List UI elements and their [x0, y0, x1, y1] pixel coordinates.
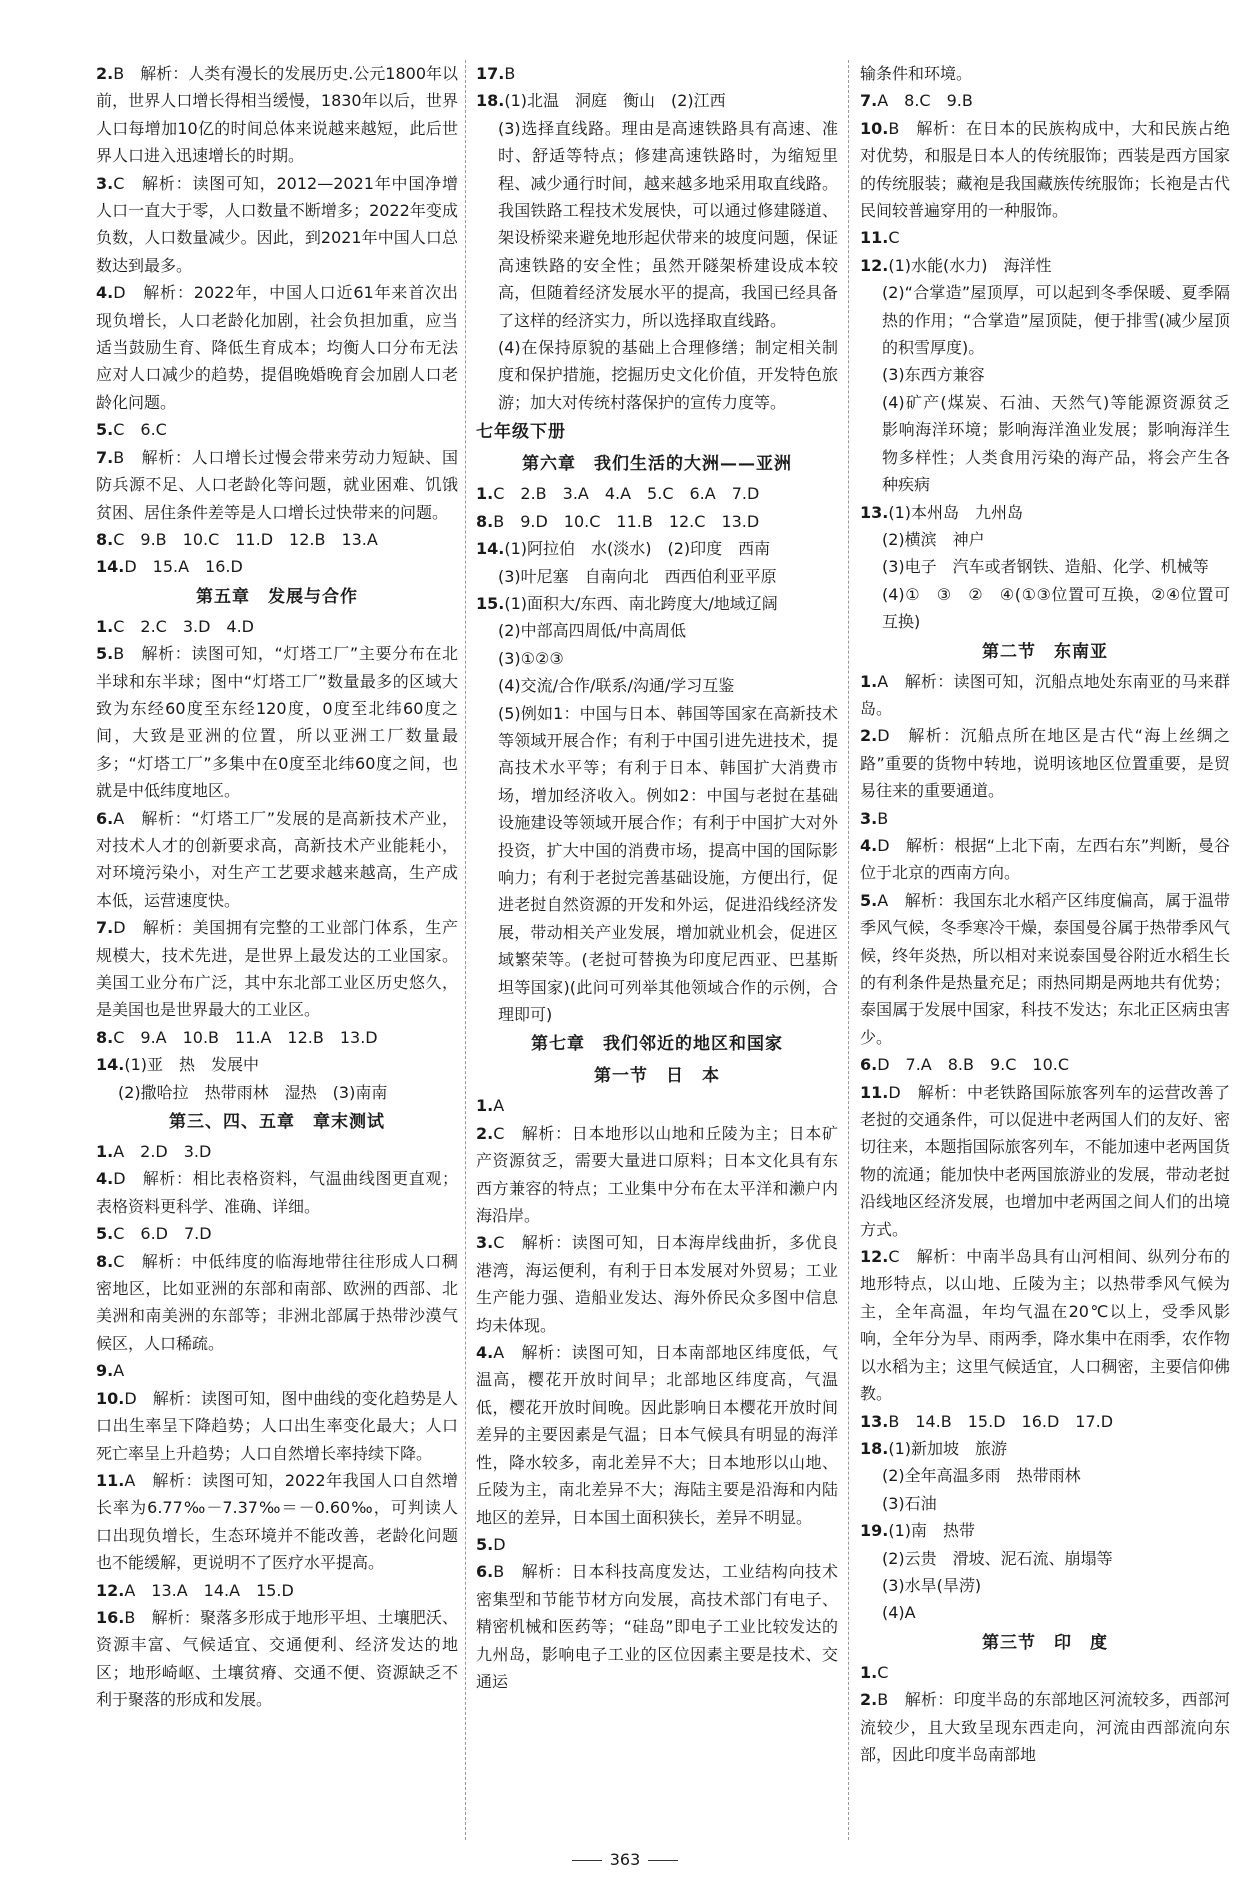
section-heading: 第三、四、五章 章末测试	[169, 1112, 385, 1133]
answer-number: 11.	[860, 1082, 889, 1102]
answer-subitem: (2)撒哈拉 热带雨林 湿热 (3)南南	[118, 1082, 388, 1102]
answer-item	[860, 668, 1230, 723]
answer-number: 3.	[96, 173, 114, 193]
answer-subitem: (2)云贵 滑坡、泥石流、崩塌等	[882, 1548, 1113, 1568]
answer-item	[860, 805, 1230, 832]
answer-text: B 14.B 15.D 16.D 17.D	[888, 1411, 1114, 1431]
answer-text: C 2.C 3.D 4.D	[113, 616, 255, 636]
answer-number: 12.	[860, 255, 889, 275]
answer-number: 3.	[476, 1233, 494, 1253]
answer-number: 18.	[860, 1438, 889, 1458]
answer-text: C 解析：中南半岛具有山河相间、纵列分布的地形特点，以山地、丘陵为主；以热带季风气候为主，全年高温，年均气温在20℃以上，受季风影响，全年分为旱、雨两季，降水集中在雨季，农作物以水稻为主；这里气候适宜，人口稠密，主要信仰佛教。	[860, 1247, 1230, 1404]
answer-text: (1)水能(水力) 海洋性	[888, 255, 1052, 275]
column-right	[860, 60, 1247, 1768]
answer-page	[96, 60, 1247, 1840]
answer-number: 13.	[860, 1411, 889, 1431]
answer-item	[476, 535, 838, 562]
answer-text: A 8.C 9.B	[877, 91, 973, 111]
answer-item	[96, 553, 458, 580]
section-heading: 第七章 我们邻近的地区和国家	[531, 1034, 783, 1055]
answer-number: 7.	[96, 918, 114, 938]
answer-number: 4.	[476, 1343, 494, 1363]
answer-subitem: (3)石油	[882, 1493, 937, 1513]
answer-text: (1)南 热带	[888, 1521, 976, 1541]
answer-subitem: (3)电子 汽车或者钢铁、造船、化学、机械等	[882, 557, 1209, 577]
answer-text: C 解析：读图可知，日本海岸线曲折，多优良港湾，海运便利，有利于日本发展对外贸易；工业生产能力强、造船业发达、海外侨民众多图中信息均未体现。	[476, 1233, 838, 1335]
answer-item	[860, 887, 1230, 1051]
answer-number: 5.	[860, 890, 878, 910]
answer-number: 1.	[476, 1096, 494, 1116]
section-heading: 第一节 日 本	[594, 1066, 720, 1087]
answer-number: 11.	[860, 228, 889, 248]
answer-item	[860, 1243, 1230, 1407]
answer-item	[96, 1138, 458, 1165]
answer-item	[860, 252, 1230, 279]
answer-item	[96, 1165, 458, 1220]
answer-subitem: (2)中部高四周低/中高周低	[498, 621, 687, 641]
answer-text: B 解析：读图可知，“灯塔工厂”主要分布在北半球和东半球；图中“灯塔工厂”数量最多的区域大致为东经60度至东经120度，0度至北纬60度之间，大致是亚洲的位置，所以亚洲工厂数量最多；“灯塔工厂”多集中在0度至北纬60度之间，也就是中低纬度地区。	[96, 644, 458, 801]
answer-item	[96, 170, 458, 280]
answer-text: (1)新加坡 旅游	[888, 1438, 1008, 1458]
answer-item	[476, 508, 838, 535]
answer-text: A	[113, 1361, 125, 1381]
answer-number: 6.	[860, 1055, 878, 1075]
answer-item	[96, 1385, 458, 1467]
answer-subitem: (4)在保持原貌的基础上合理修缮；制定相关制度和保护措施，挖掘历史文化价值，开发特色旅游；加大对传统村落保护的宣传力度等。	[498, 338, 838, 412]
answer-item	[96, 416, 458, 443]
answer-text: D 解析：根据“上北下南，左西右东”判断，曼谷位于北京的西南方向。	[860, 835, 1230, 883]
answer-number: 5.	[96, 644, 114, 664]
answer-subitem: (4)矿产(煤炭、石油、天然气)等能源资源贫乏 影响海洋环境；影响海洋渔业发展；影响海洋生物多样性；人类食用污染的海产品，将会产生各种疾病	[882, 392, 1247, 495]
answer-number: 1.	[860, 671, 878, 691]
section-heading: 七年级下册	[476, 422, 566, 443]
column-left	[96, 60, 458, 1714]
answer-item	[96, 613, 458, 640]
answer-number: 2.	[476, 1123, 494, 1143]
answer-item	[96, 1604, 458, 1714]
answer-text: D 解析：2022年，中国人口近61年来首次出现负增长，人口老龄化加剧，社会负担加重，应当适当鼓励生育、降低生育成本；均衡人口分布无法应对人口减少的趋势，提倡晚婚晚育会加剧人口老龄化问题。	[96, 283, 458, 412]
answer-text: C 6.D 7.D	[113, 1224, 212, 1244]
answer-item	[860, 1051, 1230, 1078]
answer-item	[860, 224, 1230, 251]
answer-number: 6.	[476, 1562, 494, 1582]
answer-item	[860, 1079, 1230, 1243]
answer-number: 10.	[860, 118, 889, 138]
answer-text: C	[888, 228, 900, 248]
answer-number: 5.	[96, 420, 114, 440]
answer-text: C	[877, 1662, 889, 1682]
answer-number: 14.	[476, 539, 505, 559]
answer-text: A 解析：我国东北水稻产区纬度偏高，属于温带季风气候，冬季寒冷干燥，泰国曼谷属于热带季风气候，终年炎热，所以相对来说泰国曼谷附近水稻生长的有利条件是热量充足；雨热同期是两地共有优势；泰国属于发展中国家，科技不发达；东北正区病虫害少。	[860, 890, 1230, 1047]
answer-text: (1)本州岛 九州岛	[888, 502, 1024, 522]
answer-text: B	[877, 808, 889, 828]
answer-item	[96, 60, 458, 170]
answer-number: 10.	[96, 1388, 125, 1408]
answer-subitem: (3)水旱(旱涝)	[882, 1575, 982, 1595]
answer-item	[476, 87, 838, 114]
answer-item	[860, 832, 1230, 887]
answer-text: C 6.C	[113, 420, 167, 440]
answer-text: (1)北温 洞庭 衡山 (2)江西	[504, 91, 726, 111]
section-heading: 第二节 东南亚	[982, 641, 1108, 662]
footer-dash	[648, 1860, 678, 1861]
answer-number: 13.	[860, 502, 889, 522]
answer-subitem: (3)选择直线路。理由是高速铁路具有高速、准时、舒适等特点；修建高速铁路时，为缩短里程、减少通行时间，越来越多地采用取直线路。我国铁路工程技术发展快，可以通过修建隧道、架设桥梁来避免地形起伏带来的坡度问题，保证高速铁路的安全性；虽然开隧架桥建设成本较高，但随着经济发展水平的提高，我国已经具备了这样的经济实力，所以选择取直线路。	[498, 118, 838, 330]
answer-text: D 解析：相比表格资料，气温曲线图更直观；表格资料更科学、准确、详细。	[96, 1169, 458, 1216]
answer-text: D 解析：读图可知，图中曲线的变化趋势是人口出生率呈下降趋势；人口出生率变化最大；人口死亡率呈上升趋势；人口自然增长率持续下降。	[96, 1388, 458, 1463]
answer-text: D 15.A 16.D	[124, 557, 243, 577]
answer-item	[476, 590, 838, 617]
answer-subitem: (2)“合掌造”屋顶厚，可以起到冬季保暖、夏季隔热的作用；“合掌造”屋顶陡，便于排雪(减少屋顶的积雪厚度)。	[882, 283, 1230, 358]
answer-subitem: (3)叶尼塞 自南向北 西西伯利亚平原	[498, 566, 777, 586]
answer-number: 2.	[96, 64, 114, 83]
answer-text: C 解析：读图可知，2012—2021年中国净增人口一直大于零，人口数量不断增多；2022年变成负数，人口数量减少。因此，到2021年中国人口总数达到最多。	[96, 173, 458, 275]
answer-item	[860, 1686, 1230, 1768]
answer-item	[96, 1220, 458, 1247]
section-heading: 第五章 发展与合作	[196, 586, 358, 607]
answer-number: 14.	[96, 1055, 125, 1075]
answer-item	[860, 115, 1230, 225]
answer-item	[96, 526, 458, 553]
answer-number: 14.	[96, 557, 125, 577]
answer-item	[476, 480, 838, 507]
answer-subitem: (4)交流/合作/联系/沟通/学习互鉴	[498, 676, 735, 696]
answer-number: 3.	[860, 808, 878, 828]
answer-item	[476, 1558, 838, 1695]
answer-number: 15.	[476, 593, 505, 613]
answer-text: (1)亚 热 发展中	[124, 1055, 260, 1075]
answer-item	[860, 722, 1230, 804]
answer-number: 1.	[96, 1142, 114, 1162]
answer-item	[96, 1577, 458, 1604]
answer-number: 7.	[96, 447, 114, 467]
answer-text: D 7.A 8.B 9.C 10.C	[877, 1055, 1070, 1075]
answer-text: C 9.A 10.B 11.A 12.B 13.D	[113, 1027, 378, 1047]
answer-subitem: (3)东西方兼容	[882, 365, 985, 385]
answer-number: 8.	[96, 1027, 114, 1047]
answer-number: 19.	[860, 1521, 889, 1541]
answer-text: D 解析：沉船点所在地区是古代“海上丝绸之路”重要的货物中转地，说明该地区位置重要，是贸易往来的重要通道。	[860, 726, 1230, 801]
answer-subitem: (5)例如1：中国与日本、韩国等国家在高新技术等领域开展合作；有利于中国引进先进技术，提高技术水平等；有利于日本、韩国扩大消费市场，增加经济收入。例如2：中国与老挝在基础设施建设等领域开展合作；有利于中国扩大对外投资，扩大中国的消费市场，提高中国的国际影响力；有利于老挝完善基础设施，方便出行，促进老挝自然资源的开发和外运，促进沿线经济发展，带动相关产业发展，增加就业机会，促进区域繁荣等。(老挝可替换为印度尼西亚、巴基斯坦等国家)(此问可列举其他领域合作的示例，合理即可)	[498, 703, 838, 1024]
answer-text: A 解析：读图可知，沉船点地处东南亚的马来群岛。	[860, 671, 1230, 718]
answer-item	[96, 444, 458, 526]
answer-text: B 解析：人类有漫长的发展历史.公元1800年以前，世界人口增长得相当缓慢，1830年以后，世界人口每增加10亿的时间总体来说越来越短，此后世界人口进入迅速增长的时期。	[96, 64, 459, 166]
answer-text: C 9.B 10.C 11.D 12.B 13.A	[113, 529, 378, 549]
answer-item	[96, 1248, 458, 1358]
answer-item	[96, 914, 458, 1024]
answer-subitem: (3)①②③	[498, 648, 564, 668]
answer-item	[860, 1435, 1230, 1462]
answer-text: A 解析：读图可知，日本南部地区纬度低，气温高，樱花开放时间早；北部地区纬度高，气温低，樱花开放时间晚。因此影响日本樱花开放时间差异的主要因素是气温；日本气候具有明显的海洋性，降水较多，南北差异不大；日本地形以山地、丘陵为主，南北差异不大；海陆主要是沿海和内陆地区的差异，日本国土面积狭长，差异不明显。	[476, 1343, 838, 1527]
answer-number: 5.	[96, 1224, 114, 1244]
answer-text: B 解析：人口增长过慢会带来劳动力短缺、国防兵源不足、人口老龄化等问题，就业困难、饥饿贫困、居住条件差等是人口增长过快带来的问题。	[96, 447, 458, 522]
answer-number: 8.	[476, 511, 494, 531]
answer-number: 1.	[476, 484, 494, 504]
answer-item	[860, 87, 1230, 114]
answer-text: B 解析：日本科技高度发达，工业结构向技术密集型和节能节材方向发展，高技术部门有电子、精密机械和医药等；“硅岛”即电子工业比较发达的九州岛，影响电子工业的区位因素主要是技术、交通运	[476, 1562, 838, 1691]
answer-text: (1)面积大/东西、南北跨度大/地域辽阔	[504, 593, 778, 613]
answer-number: 2.	[860, 726, 878, 746]
answer-text: B 解析：印度半岛的东部地区河流较多，西部河流较少，且大致呈现东西走向，河流由西部流向东部，因此印度半岛南部地	[860, 1690, 1230, 1764]
answer-text: A 解析：“灯塔工厂”发展的是高新技术产业，对技术人才的创新要求高，高新技术产业能耗小，对环境污染小，对生产工艺要求越来越高，生产成本低，运营速度快。	[96, 808, 458, 910]
answer-number: 17.	[476, 64, 505, 83]
answer-item	[860, 1517, 1230, 1544]
answer-number: 2.	[860, 1690, 878, 1710]
answer-number: 4.	[96, 1169, 114, 1189]
answer-subitem: (2)横滨 神户	[882, 529, 985, 549]
answer-item	[96, 640, 458, 804]
answer-subitem: (2)全年高温多雨 热带雨林	[882, 1466, 1081, 1486]
answer-text: (1)阿拉伯 水(淡水) (2)印度 西南	[504, 539, 771, 559]
answer-item	[476, 1531, 838, 1558]
answer-item	[860, 1408, 1230, 1435]
answer-text: C 2.B 3.A 4.A 5.C 6.A 7.D	[493, 484, 760, 504]
answer-subitem: (4)① ③ ② ④(①③位置可互换，②④位置可互换)	[882, 584, 1230, 632]
answer-number: 4.	[860, 835, 878, 855]
answer-item	[476, 1120, 838, 1230]
answer-item	[96, 805, 458, 915]
answer-number: 12.	[860, 1247, 889, 1267]
column-divider	[848, 60, 849, 1840]
answer-text: A	[493, 1096, 505, 1116]
answer-item	[96, 1051, 458, 1078]
answer-text: B	[504, 64, 516, 83]
answer-number: 8.	[96, 1251, 114, 1271]
section-heading: 第三节 印 度	[982, 1632, 1108, 1653]
footer-dash	[572, 1860, 602, 1861]
column-divider	[465, 60, 466, 1840]
answer-number: 4.	[96, 283, 114, 303]
answer-number: 12.	[96, 1580, 125, 1600]
answer-number: 9.	[96, 1361, 114, 1381]
answer-text: A 解析：读图可知，2022年我国人口自然增长率为6.77‰－7.37‰＝－0.60‰，可判读人口出现负增长，生态环境并不能改善，老龄化问题也不能缓解，更说明不了医疗水平提高。	[96, 1470, 458, 1573]
answer-item	[860, 499, 1230, 526]
answer-text: D 解析：中老铁路国际旅客列车的运营改善了老挝的交通条件，可以促进中老两国人们的友好、密切往来，本题指国际旅客列车，不能加速中老两国货物的流通；能加快中老两国旅游业的发展，带动老挝沿线地区经济发展，也增加中老两国之间人们的出境方式。	[860, 1082, 1230, 1239]
column-middle	[476, 60, 838, 1695]
answer-number: 11.	[96, 1470, 125, 1490]
answer-text: A 2.D 3.D	[113, 1142, 212, 1162]
answer-item	[476, 1229, 838, 1339]
answer-number: 7.	[860, 91, 878, 111]
answer-number: 5.	[476, 1534, 494, 1554]
answer-number: 1.	[96, 616, 114, 636]
answer-item	[476, 1339, 838, 1531]
answer-item	[96, 1024, 458, 1051]
answer-number: 16.	[96, 1607, 125, 1627]
answer-number: 1.	[860, 1662, 878, 1682]
answer-item	[96, 279, 458, 416]
answer-text: D 解析：美国拥有完整的工业部门体系，生产规模大，技术先进，是世界上最发达的工业国家。美国工业分布广泛，其中东北部工业区历史悠久，是美国也是世界最大的工业区。	[96, 918, 458, 1020]
answer-text: D	[493, 1534, 506, 1554]
answer-item	[476, 60, 838, 87]
answer-number: 18.	[476, 91, 505, 111]
answer-subitem: 输条件和环境。	[860, 64, 973, 83]
answer-number: 6.	[96, 808, 114, 828]
answer-text: A 13.A 14.A 15.D	[124, 1580, 294, 1600]
answer-text: C 解析：日本地形以山地和丘陵为主；日本矿产资源贫乏，需要大量进口原料；日本文化具有东西方兼容的特点；工业集中分布在太平洋和濑户内海沿岸。	[476, 1123, 838, 1226]
answer-item	[96, 1357, 458, 1384]
answer-text: C 解析：中低纬度的临海地带往往形成人口稠密地区，比如亚洲的东部和南部、欧洲的西部、北美洲和南美洲的东部等；非洲北部属于热带沙漠气候区，人口稀疏。	[96, 1251, 458, 1353]
answer-text: B 9.D 10.C 11.B 12.C 13.D	[493, 511, 760, 531]
answer-text: B 解析：聚落多形成于地形平坦、土壤肥沃、资源丰富、气候适宜、交通便利、经济发达的地区；地形崎岖、土壤贫瘠、交通不便、资源缺乏不利于聚落的形成和发展。	[96, 1607, 458, 1710]
section-heading: 第六章 我们生活的大洲——亚洲	[522, 454, 792, 475]
page-number: 363	[609, 1850, 641, 1869]
answer-number: 8.	[96, 529, 114, 549]
answer-item	[860, 1659, 1230, 1686]
answer-text: B 解析：在日本的民族构成中，大和民族占绝对优势，和服是日本人的传统服饰；西装是西方国家的传统服装；藏袍是我国藏族传统服饰；长袍是古代民间较普遍穿用的一种服饰。	[860, 118, 1230, 221]
page-footer	[0, 1850, 1250, 1869]
answer-item	[476, 1092, 838, 1119]
answer-subitem: (4)A	[882, 1603, 916, 1623]
answer-item	[96, 1467, 458, 1577]
